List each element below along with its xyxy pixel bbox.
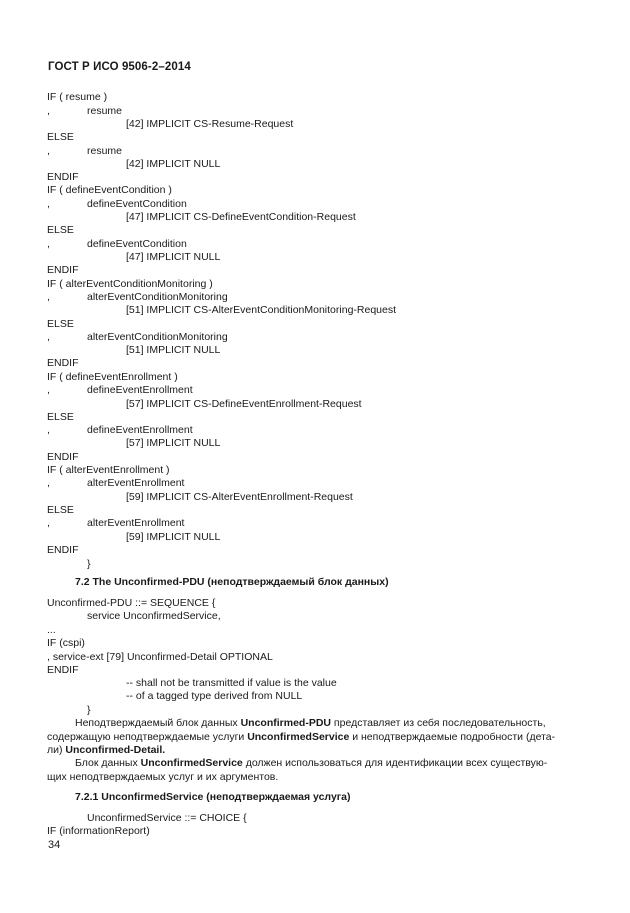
code-line: , — [47, 238, 50, 250]
code-line: ENDIF — [47, 264, 79, 276]
document-header: ГОСТ Р ИСО 9506-2–2014 — [48, 61, 191, 73]
code-line: } — [87, 704, 91, 716]
code-line: IF ( alterEventConditionMonitoring ) — [47, 278, 213, 290]
code-line: defineEventCondition — [87, 198, 187, 210]
code-line: [57] IMPLICIT NULL — [126, 437, 221, 449]
code-line: ELSE — [47, 224, 74, 236]
code-line: [51] IMPLICIT NULL — [126, 344, 221, 356]
code-line: IF (cspi) — [47, 637, 85, 649]
code-line: [51] IMPLICIT CS-AlterEventConditionMonitoring-Request — [126, 304, 397, 316]
code-line: , — [47, 331, 50, 343]
code-line: [59] IMPLICIT CS-AlterEventEnrollment-Request — [126, 491, 353, 503]
code-line: , service-ext [79] Unconfirmed-Detail OPTIONAL — [47, 651, 273, 663]
code-line: [59] IMPLICIT NULL — [126, 531, 221, 543]
paragraph-line: Блок данных UnconfirmedService должен использоваться для идентификации всех существую- — [75, 757, 548, 769]
code-line: , — [47, 384, 50, 396]
code-line: -- shall not be transmitted if value is the value — [126, 677, 337, 689]
page-number: 34 — [48, 839, 61, 851]
code-line: [47] IMPLICIT CS-DefineEventCondition-Request — [126, 211, 356, 223]
code-line: , — [47, 517, 50, 529]
code-line: alterEventConditionMonitoring — [87, 291, 228, 303]
code-line: , — [47, 145, 50, 157]
code-line: alterEventConditionMonitoring — [87, 331, 228, 343]
code-line: IF (informationReport) — [47, 825, 150, 837]
code-line: resume — [87, 145, 123, 157]
code-line: [47] IMPLICIT NULL — [126, 251, 221, 263]
code-line: IF ( resume ) — [47, 91, 108, 103]
section-heading: 7.2 The Unconfirmed-PDU (неподтверждаемый блок данных) — [75, 576, 389, 588]
code-line: IF ( defineEventEnrollment ) — [47, 371, 178, 383]
code-line: ENDIF — [47, 451, 79, 463]
code-line: , — [47, 198, 50, 210]
code-line: defineEventEnrollment — [87, 384, 193, 396]
code-line: resume — [87, 105, 123, 117]
code-line: [42] IMPLICIT NULL — [126, 158, 221, 170]
code-line: defineEventCondition — [87, 238, 187, 250]
code-line: , — [47, 424, 50, 436]
code-line: ELSE — [47, 131, 74, 143]
code-line: , — [47, 477, 50, 489]
code-line: ENDIF — [47, 171, 79, 183]
paragraph-line: содержащую неподтверждаемые услуги UnconfirmedService и неподтверждаемые подробности (дета- — [47, 731, 556, 743]
code-line: ENDIF — [47, 357, 79, 369]
code-line: , — [47, 105, 50, 117]
code-line: alterEventEnrollment — [87, 477, 185, 489]
code-line: } — [87, 558, 91, 570]
code-line: alterEventEnrollment — [87, 517, 185, 529]
code-line: -- of a tagged type derived from NULL — [126, 690, 303, 702]
code-line: Unconfirmed-PDU ::= SEQUENCE { — [47, 597, 216, 609]
paragraph-line: ли) Unconfirmed-Detail. — [47, 744, 166, 756]
code-line: ELSE — [47, 504, 74, 516]
subsection-heading: 7.2.1 UnconfirmedService (неподтверждаемая услуга) — [75, 791, 351, 803]
code-line: ENDIF — [47, 544, 79, 556]
code-line: ELSE — [47, 411, 74, 423]
code-line: ENDIF — [47, 664, 79, 676]
code-line: IF ( defineEventCondition ) — [47, 184, 172, 196]
code-line: service UnconfirmedService, — [87, 610, 221, 622]
paragraph-line: щих неподтверждаемых услуг и их аргументов. — [47, 771, 279, 783]
code-line: , — [47, 291, 50, 303]
code-line: [42] IMPLICIT CS-Resume-Request — [126, 118, 294, 130]
paragraph-line: Неподтверждаемый блок данных Unconfirmed-PDU представляет из себя последовательность, — [75, 717, 546, 729]
code-line: [57] IMPLICIT CS-DefineEventEnrollment-Request — [126, 398, 362, 410]
code-line: IF ( alterEventEnrollment ) — [47, 464, 170, 476]
code-line: UnconfirmedService ::= CHOICE { — [87, 812, 247, 824]
code-line: defineEventEnrollment — [87, 424, 193, 436]
code-line: ELSE — [47, 318, 74, 330]
code-line: ... — [47, 624, 56, 636]
